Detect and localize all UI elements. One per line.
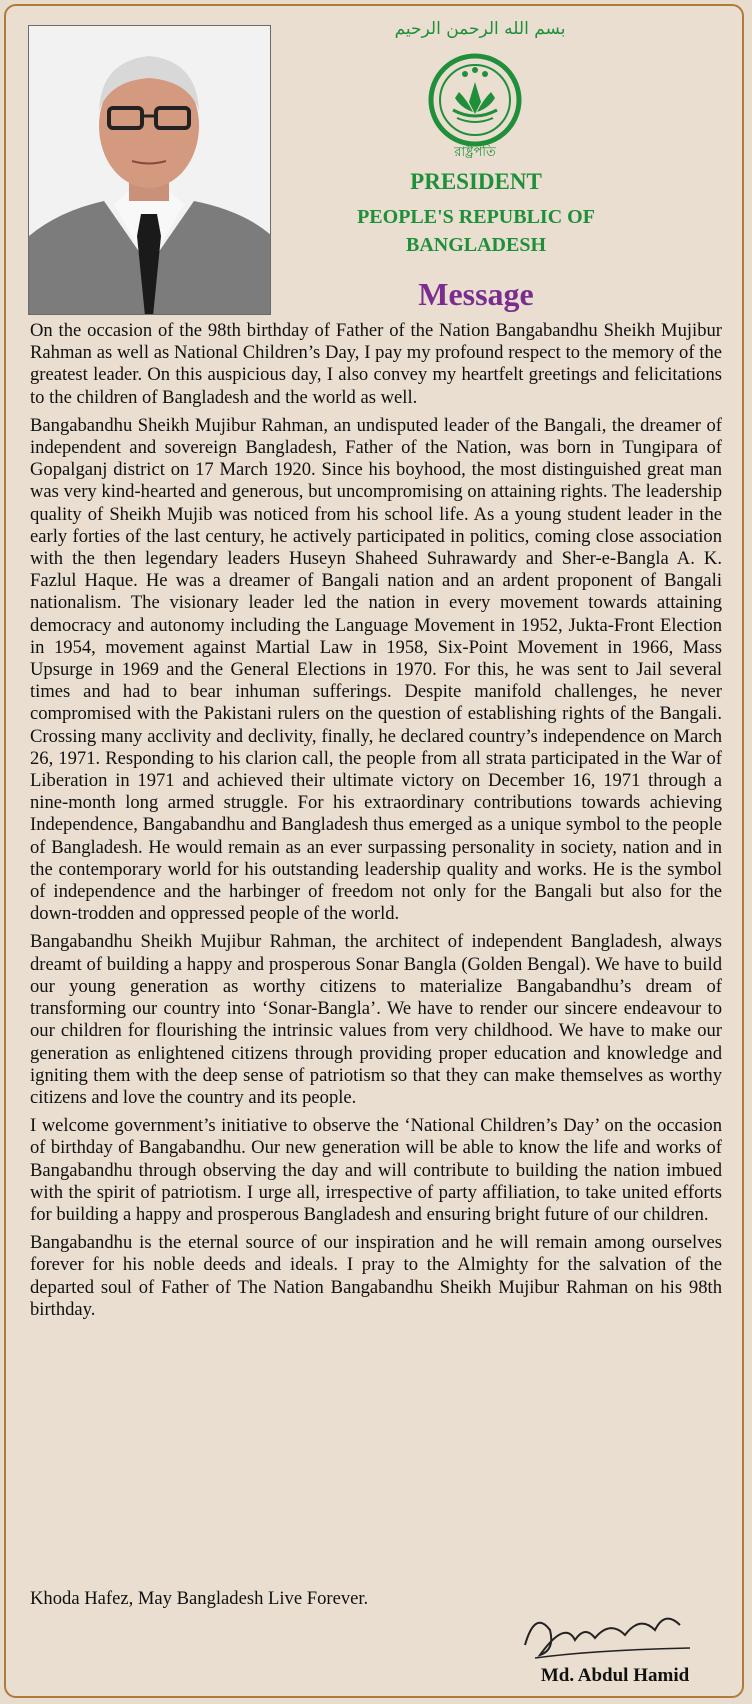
signer-name: Md. Abdul Hamid — [540, 1665, 690, 1686]
paragraph-4: I welcome government’s initiative to observe the ‘National Children’s Day’ on the occasion of birthday of Bangabandhu. Our new generation will be able to know the life and works of Bangabandhu through observing the day and will contribute to building the nation imbued with the spirit of patriotism. I urge all, irrespective of party affiliation, to take united efforts for building a happy and prosperous Bangladesh and ensuring bright future of our children. — [30, 1115, 722, 1225]
bismillah-calligraphy — [395, 10, 565, 44]
svg-text:بسم الله الرحمن الرحيم: بسم الله الرحمن الرحيم — [395, 19, 565, 39]
paragraph-1: On the occasion of the 98th birthday of Father of the Nation Bangabandhu Sheikh Mujibur Rahman as well as National Children’s Day, I pay my profound respect to the memory of the greatest leader. On this auspicious day, I also convey my heartfelt greetings and felicitations to the children of Bangladesh and the world as well. — [30, 320, 722, 408]
portrait-image — [29, 26, 271, 315]
paragraph-2: Bangabandhu Sheikh Mujibur Rahman, an undisputed leader of the Bangali, the dreamer of independent and sovereign Bangladesh, Father of the Nation, was born in Tungipara of Gopalganj district on 17 March 1920. Since his boyhood, the most distinguished great man was very kind-hearted and generous, but uncompromising on attaining rights. The leadership quality of Sheikh Mujib was noticed from his school life. As a young student leader in the early forties of the last century, he actively participated in politics, coming close association with the then legendary leaders Huseyn Shaheed Suhrawardy and Sher-e-Bangla A. K. Fazlul Haque. He was a dreamer of Bangali nation and an ardent proponent of Bangali nationalism. The visionary leader led the nation in every movement towards attaining democracy and autonomy including the Language Movement in 1952, Jukta-Front Election in 1954, movement against Martial Law in 1958, Six-Point Movement in 1966, Mass Upsurge in 1969 and the General Elections in 1970. For this, he was sent to Jail several times and had to bear inhuman sufferings. Despite manifold challenges, he never compromised with the Pakistani rulers on the question of establishing rights of the Bangali. Crossing many acclivity and declivity, finally, he declared country’s independence on March 26, 1971. Responding to his clarion call, the people from all strata participated in the War of Liberation in 1971 and achieved their ultimate victory on December 16, 1971 through a nine-month long armed struggle. For his extraordinary contributions towards achieving Independence, Bangabandhu and Bangladesh thus emerged as a unique symbol to the people of Bangladesh. He would remain as an ever surpassing personality in society, nation and in the contemporary world for his outstanding leadership quality and works. He is the symbol of independence and the harbinger of freedom not only for the Bangali but also for the down-trodden and oppressed people of the world. — [30, 414, 722, 925]
message-body — [30, 320, 722, 1327]
paragraph-3: Bangabandhu Sheikh Mujibur Rahman, the architect of independent Bangladesh, always dreamt of building a happy and prosperous Sonar Bangla (Golden Bengal). We have to build our young generation as worthy citizens to materialize Bangabandhu’s dream of transforming our country into ‘Sonar-Bangla’. We have to render our sincere endeavour to our children for flourishing the intrinsic values from very childhood. We have to make our generation as enlightened citizens through providing proper education and knowledge and igniting them with the deep sense of patriotism so that they can make themselves as worthy citizens and love the country and its people. — [30, 931, 722, 1108]
closing-line: Khoda Hafez, May Bangladesh Live Forever. — [30, 1588, 369, 1609]
emblem-icon — [425, 52, 525, 160]
handwritten-signature — [515, 1600, 715, 1670]
message-heading: Message — [418, 276, 534, 312]
presidential-emblem — [425, 52, 525, 160]
title-president: PRESIDENT — [410, 169, 542, 194]
svg-text:রাষ্ট্রপতি: রাষ্ট্রপতি — [454, 145, 496, 160]
title-bangladesh: BANGLADESH — [405, 234, 547, 256]
president-photo — [28, 25, 271, 315]
title-republic: PEOPLE'S REPUBLIC OF — [357, 206, 595, 228]
paragraph-5: Bangabandhu is the eternal source of our inspiration and he will remain among ourselves forever for his noble deeds and ideals. I pray to the Almighty for the salvation of the departed soul of Father of The Nation Bangabandhu Sheikh Mujibur Rahman on his 98th birthday. — [30, 1232, 722, 1320]
